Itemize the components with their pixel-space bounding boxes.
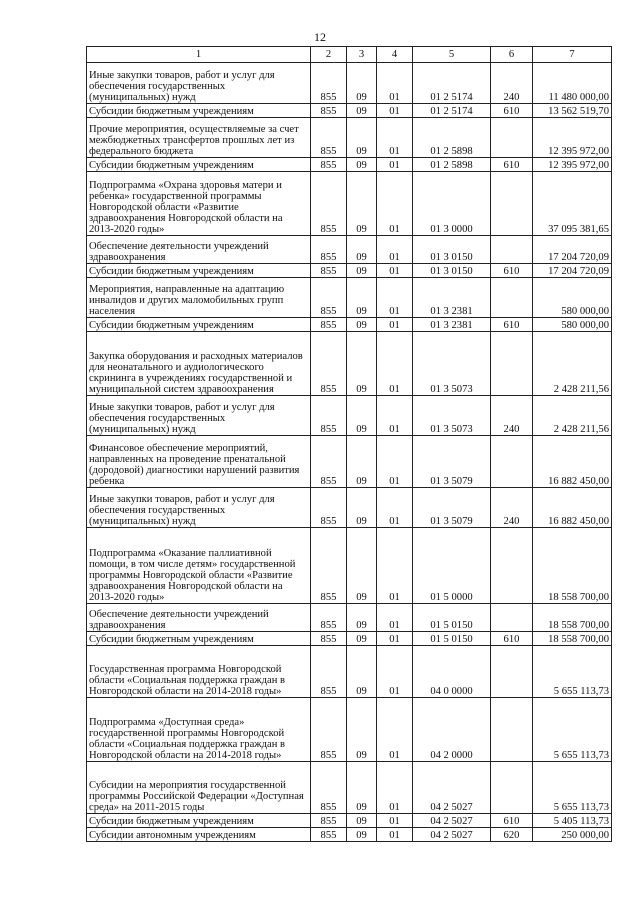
subsection-code-cell: 01 [377, 528, 413, 604]
target-article-cell: 04 0 0000 [413, 646, 491, 698]
row-name-cell: Иные закупки товаров, работ и услуг для обеспечения государственных (муниципальных) нужд [87, 488, 311, 528]
table-body [87, 63, 612, 842]
table-row [87, 172, 612, 236]
section-code-cell: 09 [347, 762, 377, 814]
subsection-code-cell: 01 [377, 264, 413, 278]
amount-cell: 37 095 381,65 [533, 172, 612, 236]
table-row [87, 488, 612, 528]
section-code-cell: 09 [347, 646, 377, 698]
admin-code-cell: 855 [311, 332, 347, 396]
table-row [87, 104, 612, 118]
admin-code-cell: 855 [311, 632, 347, 646]
row-name-cell: Субсидии бюджетным учреждениям [87, 104, 311, 118]
section-code-cell: 09 [347, 396, 377, 436]
table-row [87, 814, 612, 828]
target-article-cell: 01 2 5174 [413, 63, 491, 104]
column-header: 5 [413, 47, 491, 63]
budget-table [86, 46, 612, 842]
amount-cell: 5 655 113,73 [533, 646, 612, 698]
amount-cell: 16 882 450,00 [533, 436, 612, 488]
row-name-cell: Субсидии бюджетным учреждениям [87, 158, 311, 172]
expense-type-cell [491, 604, 533, 632]
admin-code-cell: 855 [311, 436, 347, 488]
amount-cell: 16 882 450,00 [533, 488, 612, 528]
row-name-cell: Иные закупки товаров, работ и услуг для обеспечения государственных (муниципальных) нужд [87, 396, 311, 436]
expense-type-cell [491, 528, 533, 604]
expense-type-cell: 610 [491, 158, 533, 172]
amount-cell: 12 395 972,00 [533, 118, 612, 158]
expense-type-cell: 610 [491, 104, 533, 118]
admin-code-cell: 855 [311, 63, 347, 104]
table-row [87, 762, 612, 814]
target-article-cell: 01 3 5073 [413, 332, 491, 396]
section-code-cell: 09 [347, 814, 377, 828]
column-header: 3 [347, 47, 377, 63]
row-name-cell: Субсидии автономным учреждениям [87, 828, 311, 842]
row-name-cell: Субсидии бюджетным учреждениям [87, 264, 311, 278]
expense-type-cell: 620 [491, 828, 533, 842]
admin-code-cell: 855 [311, 318, 347, 332]
row-name-cell: Государственная программа Новгородской области «Социальная поддержка граждан в Новгородской области на 2014-2018 годы» [87, 646, 311, 698]
subsection-code-cell: 01 [377, 104, 413, 118]
row-name-cell: Субсидии бюджетным учреждениям [87, 318, 311, 332]
target-article-cell: 01 3 0150 [413, 236, 491, 264]
row-name-cell: Иные закупки товаров, работ и услуг для обеспечения государственных (муниципальных) нужд [87, 63, 311, 104]
subsection-code-cell: 01 [377, 158, 413, 172]
table-row [87, 118, 612, 158]
admin-code-cell: 855 [311, 528, 347, 604]
expense-type-cell: 240 [491, 63, 533, 104]
row-name-cell: Субсидии на мероприятия государственной программы Российской Федерации «Доступная среда» на 2011-2015 годы [87, 762, 311, 814]
row-name-cell: Подпрограмма «Охрана здоровья матери и ребенка» государственной программы Новгородской области «Развитие здравоохранения Новгородской области на 2013-2020 годы» [87, 172, 311, 236]
subsection-code-cell: 01 [377, 436, 413, 488]
admin-code-cell: 855 [311, 172, 347, 236]
amount-cell: 17 204 720,09 [533, 264, 612, 278]
section-code-cell: 09 [347, 698, 377, 762]
admin-code-cell: 855 [311, 158, 347, 172]
amount-cell: 18 558 700,00 [533, 528, 612, 604]
expense-type-cell [491, 698, 533, 762]
expense-type-cell [491, 172, 533, 236]
admin-code-cell: 855 [311, 278, 347, 318]
section-code-cell: 09 [347, 236, 377, 264]
expense-type-cell [491, 278, 533, 318]
subsection-code-cell: 01 [377, 318, 413, 332]
target-article-cell: 01 3 2381 [413, 278, 491, 318]
row-name-cell: Закупка оборудования и расходных материалов для неонатального и аудиологического скрининга в учреждениях государственной и муниципальной систем здравоохранения [87, 332, 311, 396]
table-header-row [87, 47, 612, 63]
table-row [87, 436, 612, 488]
admin-code-cell: 855 [311, 762, 347, 814]
subsection-code-cell: 01 [377, 698, 413, 762]
table-row [87, 236, 612, 264]
subsection-code-cell: 01 [377, 488, 413, 528]
subsection-code-cell: 01 [377, 814, 413, 828]
section-code-cell: 09 [347, 172, 377, 236]
table-row [87, 528, 612, 604]
target-article-cell: 01 3 0150 [413, 264, 491, 278]
column-header: 7 [533, 47, 612, 63]
admin-code-cell: 855 [311, 236, 347, 264]
subsection-code-cell: 01 [377, 632, 413, 646]
admin-code-cell: 855 [311, 828, 347, 842]
amount-cell: 5 655 113,73 [533, 762, 612, 814]
row-name-cell: Субсидии бюджетным учреждениям [87, 814, 311, 828]
row-name-cell: Подпрограмма «Доступная среда» государственной программы Новгородской области «Социальная поддержка граждан в Новгородской области на 2014-2018 годы» [87, 698, 311, 762]
target-article-cell: 01 5 0150 [413, 604, 491, 632]
admin-code-cell: 855 [311, 698, 347, 762]
row-name-cell: Обеспечение деятельности учреждений здравоохранения [87, 236, 311, 264]
amount-cell: 18 558 700,00 [533, 632, 612, 646]
expense-type-cell: 610 [491, 814, 533, 828]
expense-type-cell: 240 [491, 488, 533, 528]
admin-code-cell: 855 [311, 118, 347, 158]
amount-cell: 17 204 720,09 [533, 236, 612, 264]
target-article-cell: 01 3 0000 [413, 172, 491, 236]
column-header: 1 [87, 47, 311, 63]
target-article-cell: 01 3 2381 [413, 318, 491, 332]
amount-cell: 18 558 700,00 [533, 604, 612, 632]
amount-cell: 13 562 519,70 [533, 104, 612, 118]
amount-cell: 2 428 211,56 [533, 332, 612, 396]
section-code-cell: 09 [347, 63, 377, 104]
admin-code-cell: 855 [311, 488, 347, 528]
table-row [87, 646, 612, 698]
table-row [87, 332, 612, 396]
section-code-cell: 09 [347, 632, 377, 646]
table-row [87, 828, 612, 842]
expense-type-cell: 610 [491, 264, 533, 278]
table-row [87, 318, 612, 332]
table-row [87, 278, 612, 318]
expense-type-cell: 240 [491, 396, 533, 436]
target-article-cell: 01 2 5174 [413, 104, 491, 118]
section-code-cell: 09 [347, 604, 377, 632]
admin-code-cell: 855 [311, 104, 347, 118]
target-article-cell: 01 3 5079 [413, 488, 491, 528]
target-article-cell: 01 2 5898 [413, 158, 491, 172]
amount-cell: 2 428 211,56 [533, 396, 612, 436]
section-code-cell: 09 [347, 104, 377, 118]
expense-type-cell [491, 332, 533, 396]
table-row [87, 158, 612, 172]
amount-cell: 5 405 113,73 [533, 814, 612, 828]
target-article-cell: 01 3 5079 [413, 436, 491, 488]
section-code-cell: 09 [347, 332, 377, 396]
expense-type-cell [491, 762, 533, 814]
target-article-cell: 01 5 0150 [413, 632, 491, 646]
target-article-cell: 04 2 0000 [413, 698, 491, 762]
row-name-cell: Прочие мероприятия, осуществляемые за счет межбюджетных трансфертов прошлых лет из федерального бюджета [87, 118, 311, 158]
admin-code-cell: 855 [311, 646, 347, 698]
amount-cell: 5 655 113,73 [533, 698, 612, 762]
section-code-cell: 09 [347, 318, 377, 332]
subsection-code-cell: 01 [377, 646, 413, 698]
column-header: 6 [491, 47, 533, 63]
section-code-cell: 09 [347, 118, 377, 158]
expense-type-cell [491, 436, 533, 488]
amount-cell: 580 000,00 [533, 318, 612, 332]
section-code-cell: 09 [347, 528, 377, 604]
admin-code-cell: 855 [311, 396, 347, 436]
subsection-code-cell: 01 [377, 828, 413, 842]
admin-code-cell: 855 [311, 604, 347, 632]
table-row [87, 632, 612, 646]
column-header: 2 [311, 47, 347, 63]
target-article-cell: 04 2 5027 [413, 828, 491, 842]
subsection-code-cell: 01 [377, 332, 413, 396]
section-code-cell: 09 [347, 488, 377, 528]
table-row [87, 396, 612, 436]
row-name-cell: Субсидии бюджетным учреждениям [87, 632, 311, 646]
target-article-cell: 04 2 5027 [413, 762, 491, 814]
target-article-cell: 01 2 5898 [413, 118, 491, 158]
amount-cell: 580 000,00 [533, 278, 612, 318]
target-article-cell: 01 5 0000 [413, 528, 491, 604]
section-code-cell: 09 [347, 158, 377, 172]
amount-cell: 12 395 972,00 [533, 158, 612, 172]
table-row [87, 698, 612, 762]
subsection-code-cell: 01 [377, 63, 413, 104]
section-code-cell: 09 [347, 436, 377, 488]
expense-type-cell [491, 118, 533, 158]
subsection-code-cell: 01 [377, 118, 413, 158]
section-code-cell: 09 [347, 264, 377, 278]
subsection-code-cell: 01 [377, 762, 413, 814]
admin-code-cell: 855 [311, 264, 347, 278]
expense-type-cell [491, 646, 533, 698]
amount-cell: 11 480 000,00 [533, 63, 612, 104]
amount-cell: 250 000,00 [533, 828, 612, 842]
section-code-cell: 09 [347, 278, 377, 318]
section-code-cell: 09 [347, 828, 377, 842]
page-number: 12 [314, 30, 326, 44]
subsection-code-cell: 01 [377, 396, 413, 436]
row-name-cell: Мероприятия, направленные на адаптацию инвалидов и других маломобильных групп населения [87, 278, 311, 318]
admin-code-cell: 855 [311, 814, 347, 828]
subsection-code-cell: 01 [377, 278, 413, 318]
target-article-cell: 01 3 5073 [413, 396, 491, 436]
subsection-code-cell: 01 [377, 172, 413, 236]
subsection-code-cell: 01 [377, 236, 413, 264]
table-row [87, 264, 612, 278]
expense-type-cell: 610 [491, 318, 533, 332]
table-row [87, 63, 612, 104]
table-row [87, 604, 612, 632]
row-name-cell: Подпрограмма «Оказание паллиативной помощи, в том числе детям» государственной программы Новгородской области «Развитие здравоохранения Новгородской области на 2013-2020 годы» [87, 528, 311, 604]
row-name-cell: Обеспечение деятельности учреждений здравоохранения [87, 604, 311, 632]
expense-type-cell [491, 236, 533, 264]
expense-type-cell: 610 [491, 632, 533, 646]
row-name-cell: Финансовое обеспечение мероприятий, направленных на проведение пренатальной (дородовой) диагностики нарушений развития ребенка [87, 436, 311, 488]
subsection-code-cell: 01 [377, 604, 413, 632]
target-article-cell: 04 2 5027 [413, 814, 491, 828]
column-header: 4 [377, 47, 413, 63]
